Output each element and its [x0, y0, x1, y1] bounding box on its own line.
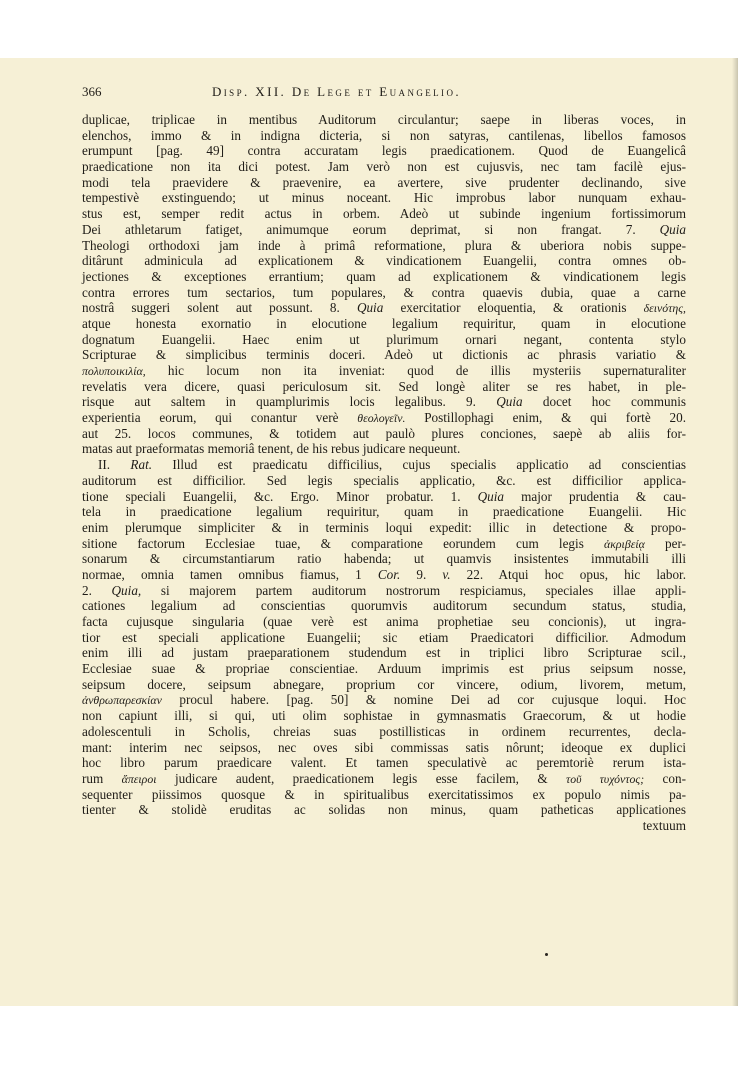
line-text: Dei athletarum fatiget, animumque eorum deprimat, si non frangat. 7. [82, 221, 660, 237]
line-text: hic locum non ita inveniat: quod de illis mysteriis supernaturaliter [145, 363, 686, 378]
text-line [82, 128, 686, 144]
text-line [82, 316, 686, 332]
line-text: facta cujusque singularia (quae verè est anima prophetiae seu concionis), ut ingra- [82, 614, 686, 629]
line-text: judicare audent, praedicationem legis esse facilem, & [156, 770, 566, 786]
text-line [82, 787, 686, 803]
italic-word: Quia [659, 221, 686, 237]
line-text: matas aut praeformatas memoriâ tenent, de his rebus judicare nequeunt. [82, 441, 461, 457]
line-text: risque aut saltem in quamplurimis locis legalibus. 9. [82, 394, 497, 410]
line-text: docet hoc communis [522, 394, 686, 410]
text-line [82, 253, 686, 269]
text-line [82, 441, 686, 457]
text-line [82, 457, 686, 473]
text-line [82, 300, 686, 316]
body-text [82, 112, 686, 834]
text-line [82, 473, 686, 489]
line-text: mant: interim nec seipsos, nec oves sibi commissas satis nôrunt; ideoque ex duplici [82, 739, 686, 755]
line-text: duplicae, triplicae in mentibus Auditorum circulantur; saepe in liberas voces, in [82, 112, 686, 127]
line-text: atque honesta exornatio in elocutione legalium requiritur, quam in elocutione [82, 315, 686, 331]
line-text: aut 25. locos communes, & totidem aut paulò plures conciones, saepè ab aliis for- [82, 425, 686, 441]
text-line [82, 520, 686, 536]
line-text: normae, omnia tamen omnibus fiamus, 1 [82, 566, 378, 582]
text-line [82, 175, 686, 191]
line-text: con- [644, 770, 686, 786]
greek-word: ἀκριβείᾳ [604, 536, 645, 551]
text-line [82, 426, 686, 442]
text-line [82, 598, 686, 614]
line-text: elenchos, immo & in indigna dicteria, si non satyras, cantilenas, libellos famosos [82, 127, 686, 143]
text-line [82, 222, 686, 238]
italic-word: Quia [477, 488, 505, 504]
text-line [82, 285, 686, 301]
line-text: Postillophagi enim, & qui fortè 20. [405, 410, 686, 426]
text-line [82, 551, 686, 567]
text-line [82, 645, 686, 661]
text-line [82, 504, 686, 520]
text-line [82, 583, 686, 599]
italic-word: Quia [356, 300, 384, 316]
line-text: rum [82, 770, 122, 786]
line-text: non capiunt illi, si qui, uti olim sophistae in gymnasmatis Graecorum, & ut hodie [82, 708, 686, 724]
italic-word: Rat. [130, 457, 153, 473]
line-text: nostrâ suggeri solent aut possunt. 8. [82, 300, 357, 316]
line-text: Illud est praedicatu difficilius, cujus specialis applicatio ad conscientias [152, 457, 686, 473]
line-text: stus est, semper redit actus in orbem. Adeò ut subinde ingenium fortissimorum [82, 206, 686, 222]
line-text: seipsum docere, seipsum abnegare, proprium cor vincere, odium, livorem, metum, [82, 676, 686, 692]
text-line [82, 771, 686, 787]
text-line [82, 347, 686, 363]
line-text: sonarum & circumstantiarum ratio habenda; ut quamvis insistentes immutabili illi [82, 551, 686, 567]
text-line [82, 567, 686, 583]
text-line [82, 394, 686, 410]
italic-word: Quia, [111, 582, 142, 598]
text-line [82, 159, 686, 175]
line-text: sitione factorum Ecclesiae tuae, & comparatione eorundem cum legis [82, 535, 605, 551]
text-line [82, 677, 686, 693]
page-number: 366 [82, 84, 102, 99]
page-header [82, 84, 686, 102]
text-line [82, 489, 686, 505]
text-line [82, 238, 686, 254]
line-text: Ecclesiae suae & propriae conscientiae. Arduum imprimis est prius seipsum nosse, [82, 661, 686, 677]
text-line [82, 724, 686, 740]
italic-word: Quia [496, 394, 523, 410]
text-line [82, 740, 686, 756]
line-text: tela in praedicatione legalium requiritur, quam in praedicatione Euangelii. Hic [82, 504, 686, 520]
text-line [82, 661, 686, 677]
line-text: auditorum est difficilior. Sed legis specialis applicatio, &c. est difficilior applica- [82, 472, 686, 488]
text-line [82, 363, 686, 379]
text-line [82, 269, 686, 285]
italic-word: v. [442, 566, 451, 582]
line-text: erumpunt [pag. 49] contra accuratam legis praedicationem. Quod de Euangelicâ [82, 143, 686, 159]
text-line [82, 536, 686, 552]
line-text: ditârunt adminicula ad explicationem & vindicationem Euangelii, contra omnes ob- [82, 253, 686, 269]
line-text: cationes legalium ad conscientias quorumvis auditorum secundum status, studia, [82, 598, 686, 614]
text-line [82, 190, 686, 206]
line-text: si majorem partem auditorum nostrorum respiciamus, speciales illae appli- [141, 582, 686, 598]
line-text: tienter & stolidè eruditas ac solidas non minus, quam patheticas applicationes [82, 802, 686, 818]
line-text: jectiones & exceptiones errantium; quam ad explicationem & vindicationem legis [82, 268, 686, 284]
line-text: exercitatior eloquentia, & orationis [383, 300, 644, 316]
line-text: hoc libro parum praedicare valent. Et tamen speculativè ac peremtoriè rerum ista- [82, 755, 686, 771]
text-line [82, 755, 686, 771]
greek-word: πολυποικιλία, [82, 364, 146, 378]
line-text: tempestivè exstinguendo; ut minus noceant. Hic improbus labor nunquam exhau- [82, 190, 686, 206]
line-text: enim plerumque simpliciter & in terminis loqui expedit: illic in detectione & propo- [82, 519, 686, 535]
speck-mark [545, 953, 548, 956]
line-text: contra errores tum sectarios, tum populares, & contra quaevis dubia, quae a carne [82, 284, 686, 300]
greek-word: τοῦ τυχόντος; [565, 771, 645, 786]
text-line [82, 630, 686, 646]
line-text: tior est speciali applicatione Euangelii; sic etiam Praedicatori difficilior. Admodum [82, 629, 686, 645]
line-text: II. [98, 457, 131, 473]
line-text: tione speciali Euangelii, &c. Ergo. Minor probatur. 1. [82, 488, 478, 504]
text-line [82, 143, 686, 159]
text-line [82, 802, 686, 818]
line-text: procul habere. [pag. 50] & nomine Dei ad cor cujusque loqui. Hoc [161, 692, 686, 708]
line-text: major prudentia & cau- [504, 488, 686, 504]
line-text: 9. [400, 566, 443, 582]
line-text: sequenter piissimos quosque & in spiritualibus exercitatissimos ex populo nimis pa- [82, 786, 686, 802]
italic-word: Cor. [377, 566, 401, 582]
text-line [82, 410, 686, 426]
line-text: 2. [82, 582, 112, 598]
greek-word: ἄπειροι [121, 771, 157, 786]
line-text: Scripturae & simplicibus terminis doceri. Adeò ut dictionis ac phrasis variatio & [82, 347, 686, 363]
greek-word: ἀνθρωπαρεσκίαν [82, 693, 162, 708]
greek-word: θεολογεῖν. [357, 411, 406, 426]
line-text: per- [644, 535, 687, 551]
text-line [82, 692, 686, 708]
line-text: revelatis vera dicere, quasi periculosum sit. Sed longè aliter se res habet, in ple- [82, 378, 686, 394]
line-text: Theologi orthodoxi jam inde à primâ reformatione, plura & uberiora nobis suppe- [82, 237, 686, 253]
text-line [82, 614, 686, 630]
line-text: dognatum Euangelii. Haec enim ut plurimum ornari negant, contenta stylo [82, 331, 686, 347]
text-line [82, 206, 686, 222]
line-text: praedicatione non ita dici potest. Jam verò non est cujusvis, nec tam facilè ejus- [82, 159, 686, 175]
text-line [82, 818, 686, 834]
running-head: Disp. XII. De Lege et Euangelio. [212, 84, 461, 99]
line-text: enim illi ad justam praeparationem studendum est in triplici libro Scripturae scil., [82, 645, 686, 661]
text-line [82, 112, 686, 128]
line-text: modi tela praevidere & praevenire, ea avertere, sive prudenter declinando, sive [82, 174, 686, 190]
line-text: experientia eorum, qui conantur verè [82, 410, 358, 426]
line-text: textuum [642, 817, 686, 833]
line-text: adolescentuli in Scholis, chreias suas postillisticas in ordinem recurrentes, decla- [82, 723, 686, 739]
line-text: 22. Atqui hoc opus, hic labor. [450, 566, 686, 582]
text-line [82, 379, 686, 395]
text-line [82, 332, 686, 348]
text-line [82, 708, 686, 724]
greek-word: δεινότης, [643, 301, 686, 316]
